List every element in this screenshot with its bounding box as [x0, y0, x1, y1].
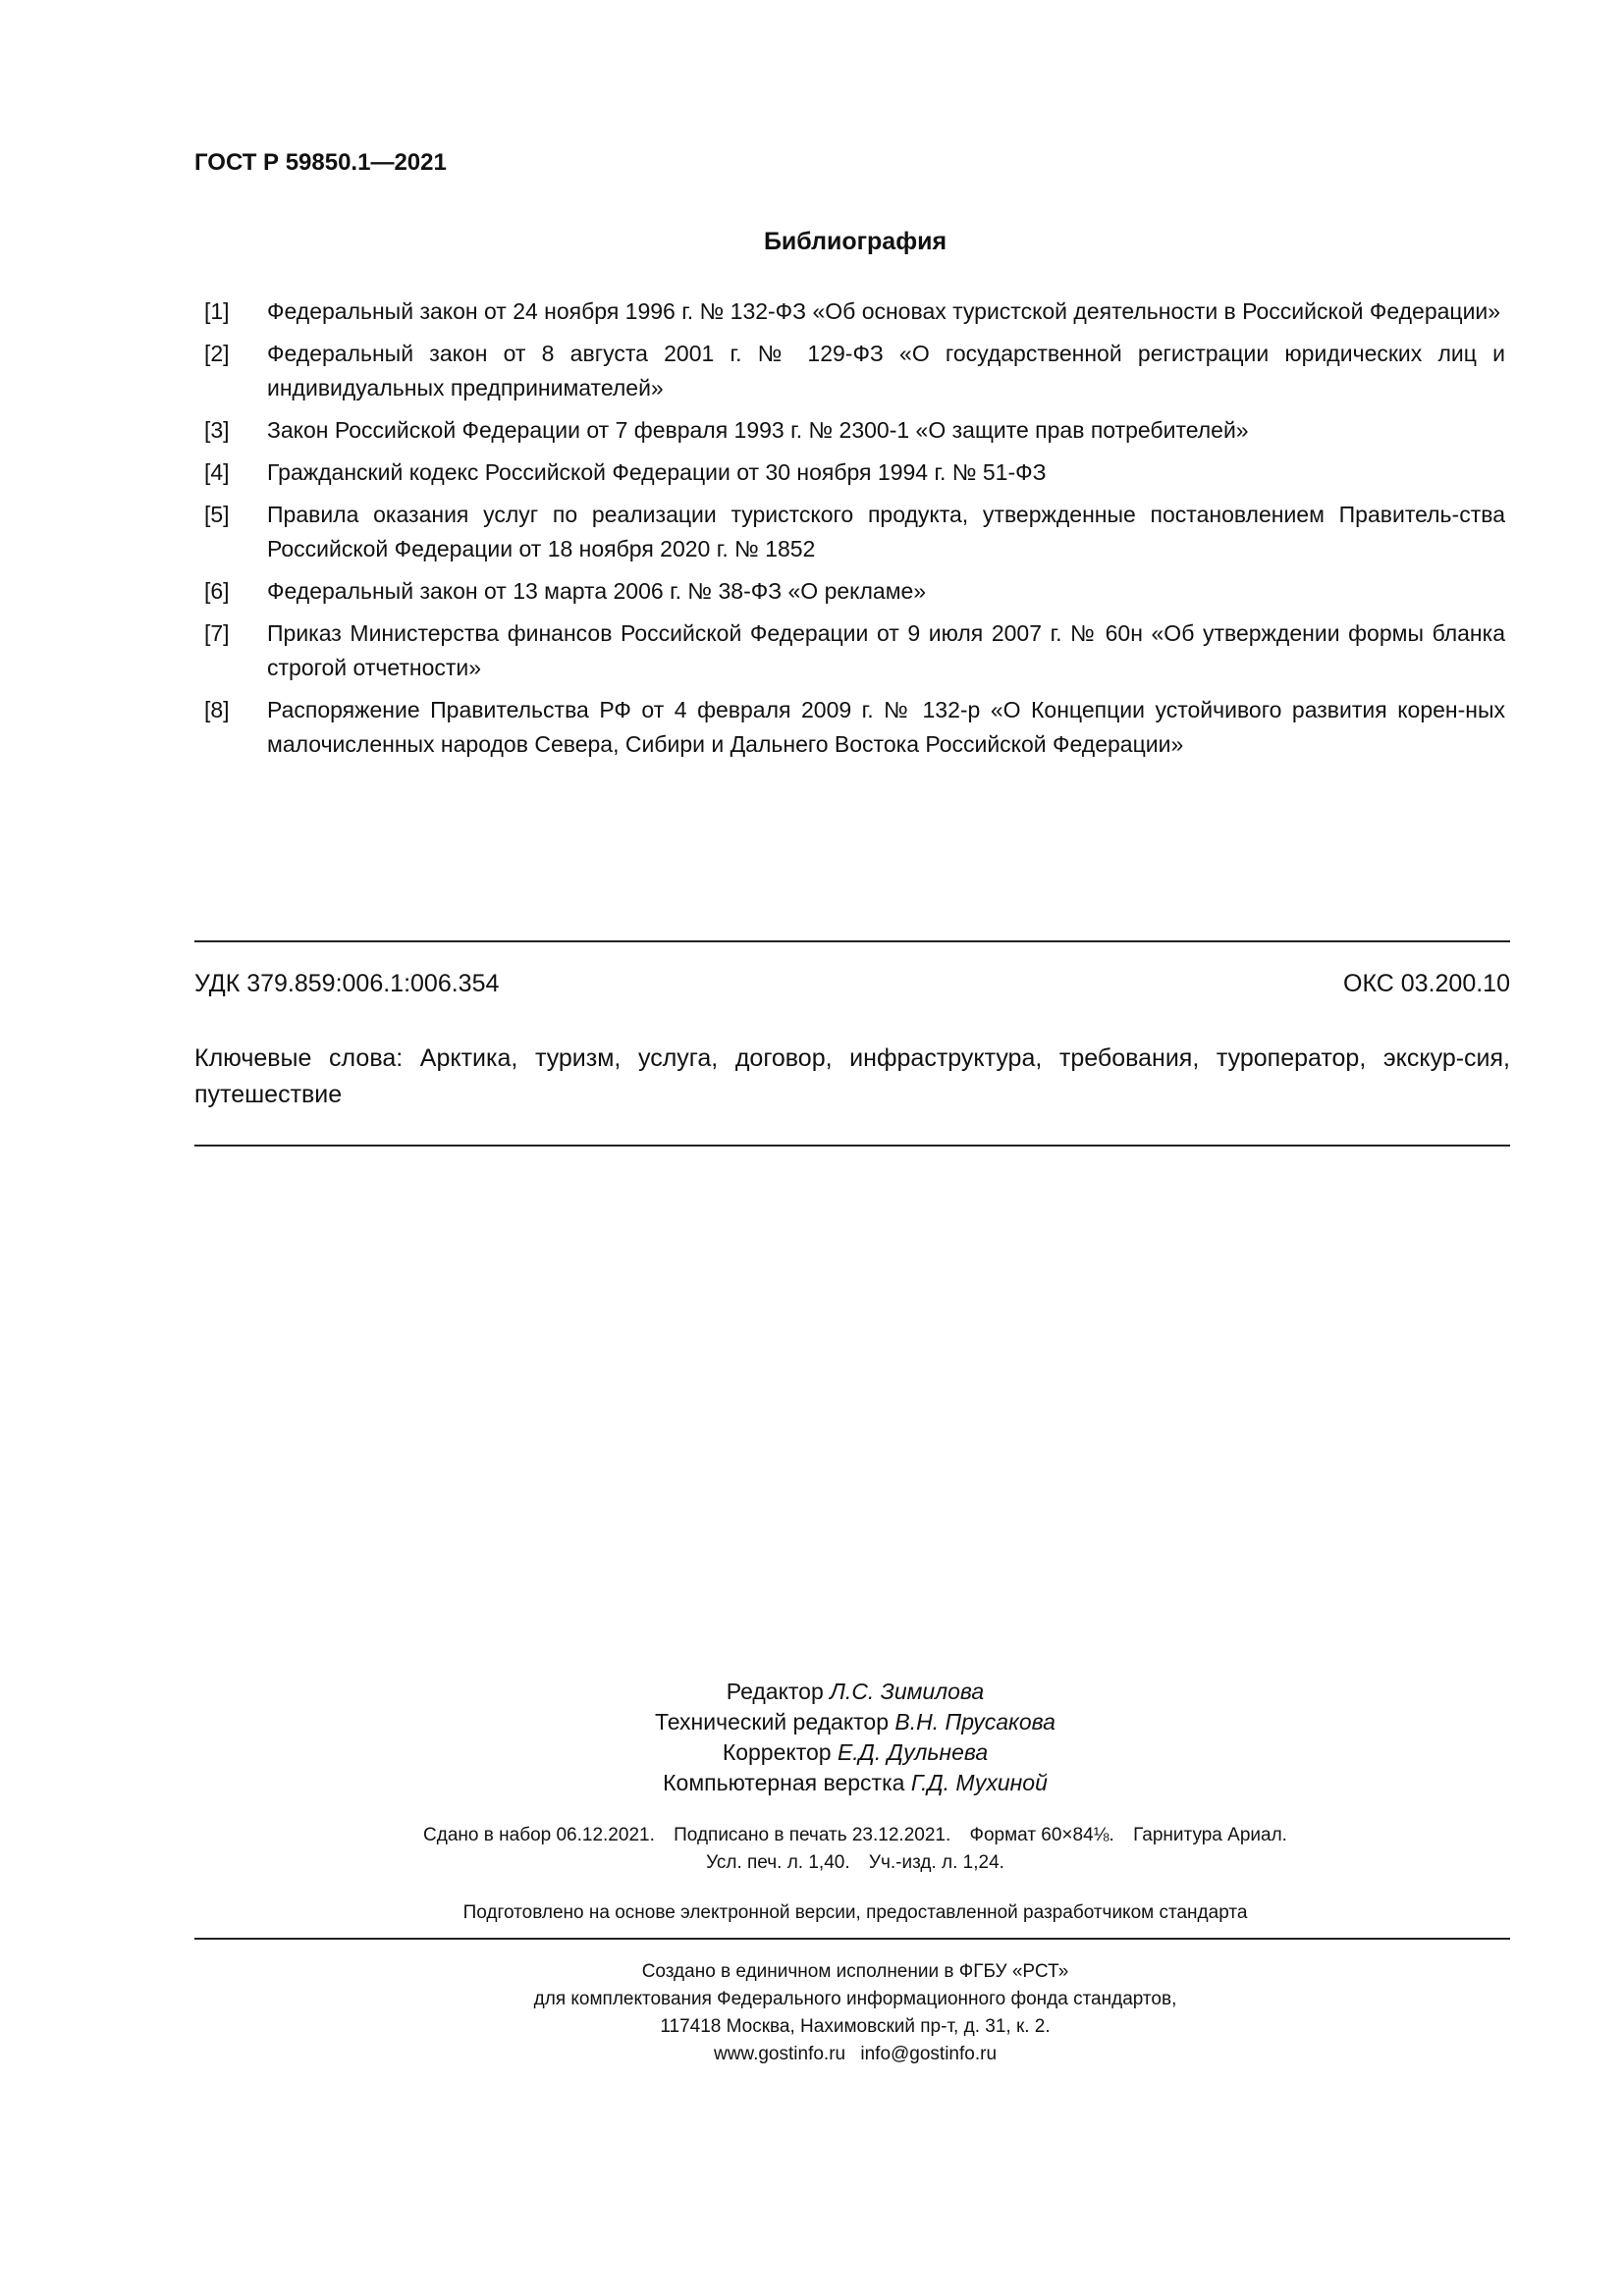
print-info-line-2 [0, 1849, 1624, 1877]
udk-code: УДК 379.859:006.1:006.354 [194, 970, 500, 997]
publisher-line: Создано в единичном исполнении в ФГБУ «РСТ» [641, 1961, 1069, 1982]
edition-sheets: Уч.-изд. л. 1,24. [868, 1852, 1004, 1873]
entry-text: Правила оказания услуг по реализации туристского продукта, утвержденные постановлением Правитель-ства Российской Федерации от 18 ноября 2020 г. № 1852 [267, 502, 1505, 561]
credit-line [0, 1677, 1624, 1707]
entry-number: [3] [204, 417, 230, 443]
bibliography-entry [204, 337, 1505, 405]
sent-date: Сдано в набор 06.12.2021. [423, 1825, 655, 1845]
divider-keywords [194, 1145, 1510, 1147]
divider-top [194, 940, 1510, 942]
email-link[interactable]: info@gostinfo.ru [860, 2044, 998, 2064]
bibliography-entry [204, 616, 1505, 685]
signed-date: Подписано в печать 23.12.2021. [674, 1825, 951, 1845]
divider-bottom [194, 1938, 1510, 1940]
entry-text: Федеральный закон от 8 августа 2001 г. № 129-ФЗ «О государственной регистрации юридических лиц и индивидуальных предпринимателей» [267, 341, 1505, 400]
entry-number: [1] [204, 298, 230, 324]
credit-name: Л.С. Зимилова [830, 1679, 985, 1704]
publisher-line: для комплектования Федерального информационного фонда стандартов, [533, 1989, 1177, 2009]
website-link[interactable]: www.gostinfo.ru [713, 2044, 846, 2064]
classification-row [194, 970, 1510, 998]
bibliography-entry [204, 294, 1505, 329]
publisher-block [0, 1958, 1624, 2068]
entry-text: Распоряжение Правительства РФ от 4 февраля 2009 г. № 132-р «О Концепции устойчивого развития корен-ных малочисленных народов Севера, Сибири и Дальнего Востока Российской Федерации» [267, 697, 1505, 757]
keywords: Ключевые слова: Арктика, туризм, услуга, договор, инфраструктура, требования, туроператор, экскур-сия, путешествие [194, 1044, 1510, 1108]
bibliography-entry [204, 693, 1505, 762]
credits-block [0, 1677, 1624, 1798]
bibliography-entry [204, 413, 1505, 448]
print-info [0, 1822, 1624, 1877]
credit-role: Технический редактор [655, 1709, 890, 1735]
credit-role: Корректор [722, 1739, 832, 1765]
credit-name: Е.Д. Дульнева [837, 1739, 989, 1765]
entry-number: [2] [204, 341, 230, 366]
credit-name: В.Н. Прусакова [894, 1709, 1056, 1735]
entry-text: Закон Российской Федерации от 7 февраля 1993 г. № 2300-1 «О защите прав потребителей» [267, 417, 1249, 443]
oks-code: ОКС 03.200.10 [1343, 970, 1510, 997]
publisher-address: 117418 Москва, Нахимовский пр-т, д. 31, к. 2. [660, 2016, 1051, 2037]
bibliography-entry [204, 455, 1505, 490]
entry-number: [6] [204, 578, 230, 604]
prepared-note: Подготовлено на основе электронной версии, предоставленной разработчиком стандарта [462, 1902, 1248, 1923]
bibliography-entry [204, 574, 1505, 609]
typeface: Гарнитура Ариал. [1133, 1825, 1287, 1845]
bibliography-list [204, 294, 1505, 770]
entry-number: [7] [204, 620, 230, 646]
entry-number: [8] [204, 697, 230, 722]
credit-name: Г.Д. Мухиной [910, 1770, 1048, 1795]
entry-text: Федеральный закон от 13 марта 2006 г. № 38-ФЗ «О рекламе» [267, 578, 927, 604]
publisher-contacts [0, 2041, 1624, 2068]
credit-role: Компьютерная верстка [663, 1770, 905, 1795]
bibliography-title: Библиография [763, 228, 947, 255]
entry-number: [5] [204, 502, 230, 527]
entry-number: [4] [204, 459, 230, 485]
print-info-line-1 [0, 1822, 1624, 1849]
paper-format: Формат 60×84⅛. [969, 1825, 1114, 1845]
credit-line [0, 1737, 1624, 1768]
bibliography-entry [204, 498, 1505, 566]
entry-text: Гражданский кодекс Российской Федерации от 30 ноября 1994 г. № 51-ФЗ [267, 459, 1047, 485]
credit-line [0, 1768, 1624, 1798]
entry-text: Федеральный закон от 24 ноября 1996 г. № 132-ФЗ «Об основах туристской деятельности в Российской Федерации» [267, 298, 1501, 324]
entry-text: Приказ Министерства финансов Российской Федерации от 9 июля 2007 г. № 60н «Об утверждении формы бланка строгой отчетности» [267, 620, 1505, 680]
page-header-standard-id: ГОСТ Р 59850.1—2021 [194, 149, 447, 176]
print-sheets: Усл. печ. л. 1,40. [706, 1852, 850, 1873]
credit-line [0, 1707, 1624, 1737]
credit-role: Редактор [726, 1679, 824, 1704]
